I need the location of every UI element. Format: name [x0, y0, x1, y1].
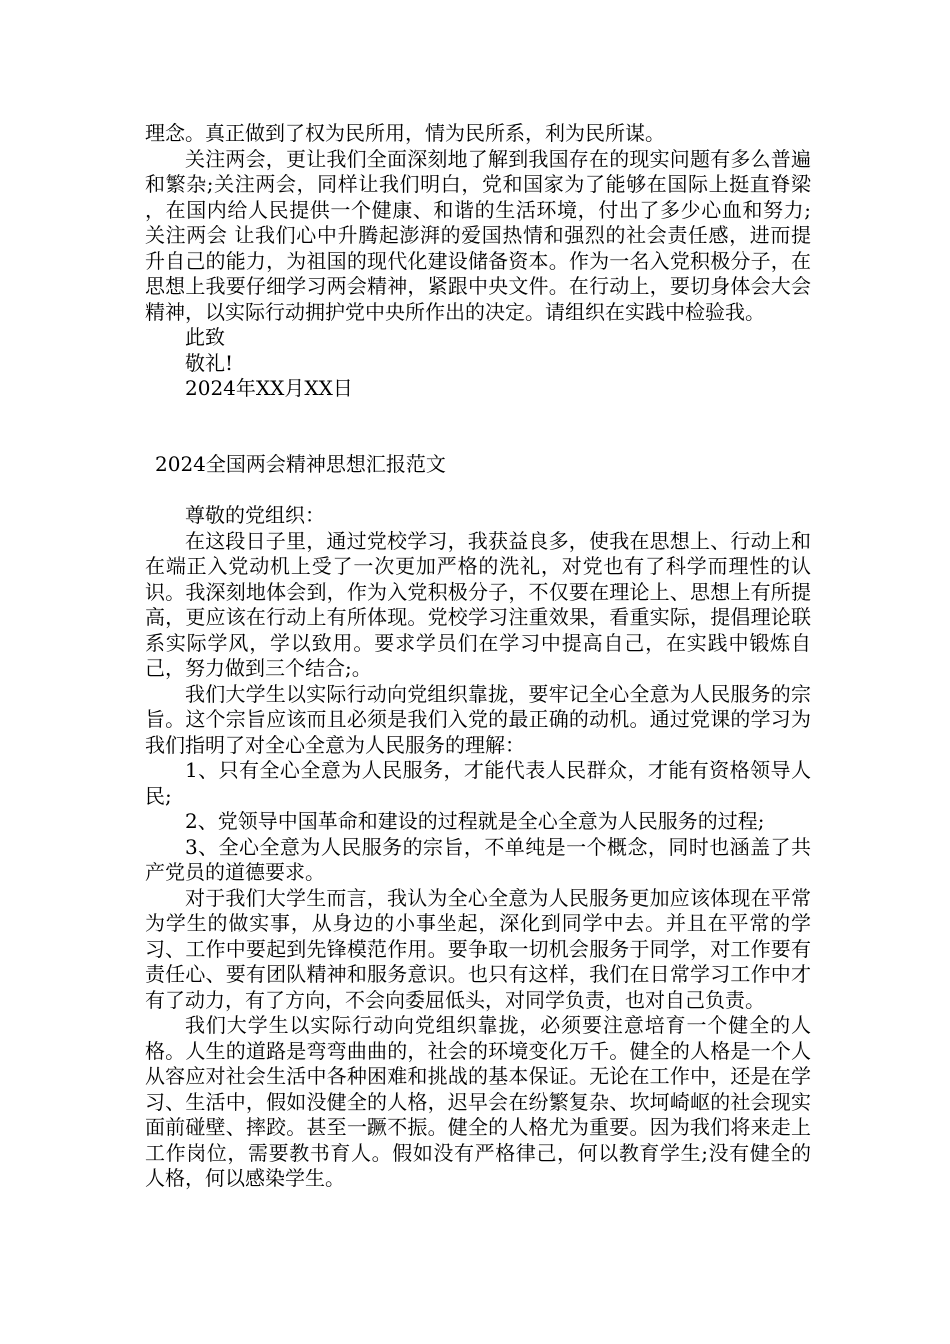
paragraph-continuation: 理念。真正做到了权为民所用，情为民所系，利为民所谋。 — [145, 121, 665, 145]
closing-salutation: 此致 — [185, 325, 225, 349]
closing-regards: 敬礼! — [185, 350, 234, 375]
greeting: 尊敬的党组织： — [185, 503, 325, 527]
paragraph-personality: 我们大学生以实际行动向党组织靠拢，必须要注意培育一个健全的人格。人生的道路是弯弯曲曲的，社会的环境变化万千。健全的人格是一个人从容应对社会生活中各种困难和挑战的基本保证。无论在工作中，还是在学习、生活中，假如没健全的人格，迟早会在纷繁复杂、坎坷崎岖的社会现实面前碰壁、摔跤。甚至一蹶不振。健全的人格尤为重要。因为我们将来走上工作岗位，需要教书育人。假如没有严格律己，何以教育学生;没有健全的人格，何以感染学生。 — [145, 1013, 811, 1190]
paragraph-party-school: 在这段日子里，通过党校学习，我获益良多，使我在思想上、行动上和在端正入党动机上受了一次更加严格的洗礼，对党也有了科学而理性的认识。我深刻地体会到，作为入党积极分子，不仅要在理论上、思想上有所提高，更应该在行动上有所体现。党校学习注重效果，看重实际，提倡理论联系实际学风，学以致用。要求学员们在学习中提高自己，在实践中锻炼自己，努力做到三个结合;。 — [145, 528, 811, 680]
document-title: 2024全国两会精神思想汇报范文 — [155, 452, 446, 476]
letter-ending-section — [145, 121, 811, 402]
report-body-section — [145, 503, 811, 1192]
paragraph-two-sessions: 关注两会，更让我们全面深刻地了解到我国存在的现实问题有多么普遍和繁杂;关注两会，同样让我们明白，党和国家为了能够在国际上挺直脊梁 ，在国内给人民提供一个健康、和谐的生活环境，付出了多少心血和努力;关注两会 让我们心中升腾起澎湃的爱国热情和强烈的社会责任感，进而提升自己的能力，为祖国的现代化建设储备资本。作为一名入党积极分子，在思想上我要仔细学习两会精神，紧跟中央文件。在行动上，要切身体会大会精神，以实际行动拥护党中央所作出的决定。请组织在实践中检验我。 — [145, 146, 811, 324]
paragraph-students: 对于我们大学生而言，我认为全心全意为人民服务更加应该体现在平常为学生的做实事，从身边的小事坐起，深化到同学中去。并且在平常的学习、工作中要起到先锋模范作用。要争取一切机会服务于同学，对工作要有责任心、要有团队精神和服务意识。也只有这样，我们在日常学习工作中才有了动力，有了方向，不会向委屈低头，对同学负责，也对自己负责。 — [145, 885, 811, 1012]
letter-date: 2024年XX月XX日 — [185, 376, 353, 400]
list-item-3: 3、全心全意为人民服务的宗旨，不单纯是一个概念，同时也涵盖了共产党员的道德要求。 — [145, 834, 811, 884]
paragraph-serve-people: 我们大学生以实际行动向党组织靠拢，要牢记全心全意为人民服务的宗旨。这个宗旨应该而且必须是我们入党的最正确的动机。通过党课的学习为我们指明了对全心全意为人民服务的理解： — [145, 681, 811, 757]
list-item-1: 1、只有全心全意为人民服务，才能代表人民群众，才能有资格领导人民; — [145, 758, 811, 808]
list-item-2: 2、党领导中国革命和建设的过程就是全心全意为人民服务的过程; — [185, 809, 765, 833]
